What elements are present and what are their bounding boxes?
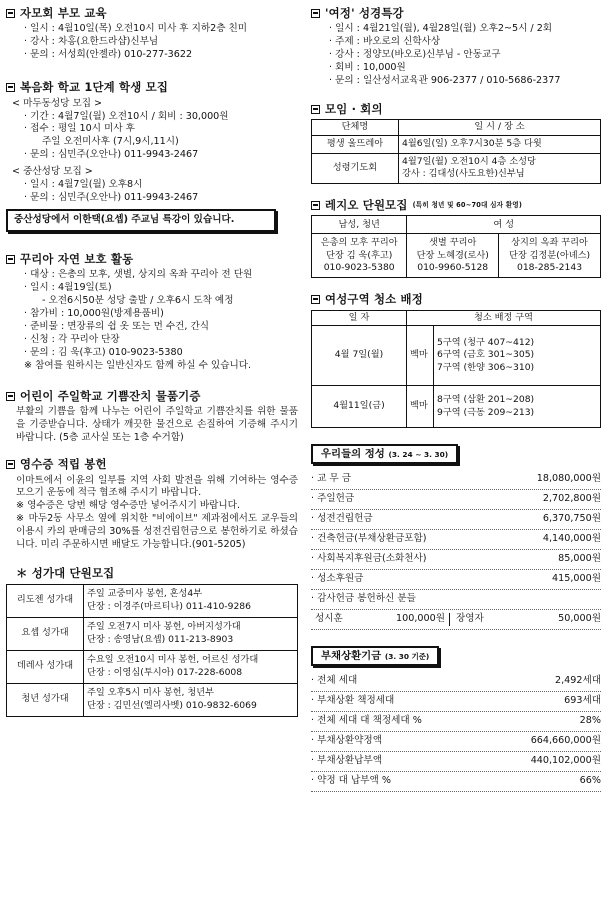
section-heading	[6, 566, 298, 581]
cleaning-zone: 벡마	[407, 386, 434, 428]
info-line: · 문의 : 심민주(오안나) 011-9943-2467	[24, 149, 199, 161]
meeting-info: 4월6일(일) 오후7시30분 5층 다윗	[399, 135, 601, 153]
square-bullet-icon	[6, 255, 15, 264]
offering-amount: 6,370,750원	[542, 513, 601, 525]
left-column	[6, 0, 298, 717]
fund-label: · 부채상환납부액	[311, 755, 382, 767]
fund-value: 28%	[579, 715, 601, 727]
offering-amount: 4,140,000원	[542, 533, 601, 545]
donor-name: 장영자	[449, 613, 516, 626]
cleaning-zone: 벡마	[407, 326, 434, 386]
fund-label: · 전체 세대 대 책정세대 %	[311, 715, 422, 727]
curia-phone: 010-9023-5380	[323, 261, 395, 273]
section-title: 여성구역 청소 배정	[325, 292, 423, 307]
square-bullet-icon	[6, 83, 15, 92]
square-bullet-icon	[311, 105, 320, 114]
section-title: 우리들의 정성	[321, 448, 385, 461]
curia-cell	[312, 234, 407, 278]
list-item	[311, 672, 601, 692]
legio-table	[311, 215, 601, 278]
section-title: ＊ 성가대 단원모집	[16, 566, 115, 581]
list-item	[311, 550, 601, 570]
table-row	[7, 584, 298, 617]
choir-leader: 단장 : 김민선(엘리사벳) 010-9832-6069	[87, 699, 257, 711]
column-header: 남성, 청년	[312, 216, 407, 234]
info-paragraph: 이마트에서 이윤의 일부를 지역 사회 발전을 위해 기여하는 영수증 모으기 운동에 적극 협조해 주시기 바랍니다.	[16, 474, 298, 499]
donor-row	[311, 610, 601, 630]
donation-section	[6, 389, 298, 445]
section-title: 복음화 학교 1단계 학생 모집	[20, 80, 169, 95]
curia-leader: 단장 김 욱(후고)	[326, 249, 393, 261]
choir-name: 요셉 성가대	[7, 617, 84, 650]
list-item	[311, 712, 601, 732]
meetings-table	[311, 119, 601, 183]
meeting-time: 4월7일(월) 오전10시 4층 소성당	[402, 155, 536, 167]
table-row	[312, 386, 601, 428]
choir-info	[84, 650, 298, 683]
fund-label: · 부채상환 책정세대	[311, 695, 395, 707]
section-title: 꾸리아 자연 보호 활동	[20, 252, 134, 267]
offerings-section	[311, 444, 604, 630]
offerings-list	[311, 470, 601, 630]
fund-value: 440,102,000원	[530, 755, 601, 767]
meeting-speaker: 강사 : 김대성(사도요한)신부님	[402, 168, 525, 180]
info-line: - 오전6시50분 성당 출발 / 오후6시 도착 예정	[42, 295, 234, 307]
curia-leader: 단장 김정분(아녜스)	[508, 249, 591, 261]
offering-label: · 건축헌금(부채상환금포함)	[311, 533, 427, 545]
list-item	[311, 692, 601, 712]
list-item	[311, 530, 601, 550]
section-title: '여정' 성경특강	[325, 6, 404, 20]
choir-leader: 단장 : 이경주(마르티나) 011-410-9286	[87, 600, 251, 612]
choir-name: 청년 성가대	[7, 683, 84, 716]
square-bullet-icon	[6, 460, 15, 469]
curia-name: 샛별 꾸리아	[429, 237, 477, 249]
area-item: 6구역 (금호 301~305)	[437, 349, 535, 361]
cleaning-date: 4월 7일(월)	[312, 326, 407, 386]
curia-cell	[407, 234, 499, 278]
curia-leader: 단장 노혜경(로사)	[416, 249, 489, 261]
subheading: < 중산성당 모집 >	[12, 166, 93, 178]
info-line: · 문의 : 서성희(안젤라) 010-277-3622	[24, 49, 193, 61]
info-paragraph: ※ 마두2동 사무소 옆에 위치한 "비에이브" 제과점에서도 교우들의 이용시 카의 판매금의 30%를 성전건립헌금으로 봉헌하기로 하셨습니다. 미리 주문하시면 배달도 가능합니다.(901-5205)	[16, 513, 298, 551]
receipt-section	[6, 457, 298, 552]
curia-phone: 010-9960-5128	[417, 261, 489, 273]
meetings-section	[311, 102, 604, 184]
info-line: · 일시 : 4월21일(월), 4월28일(월) 오후2~5시 / 2회	[329, 23, 553, 35]
offering-amount: 415,000원	[552, 573, 601, 585]
section-heading	[311, 198, 604, 213]
debt-fund-section	[311, 646, 604, 792]
fund-label: · 약정 대 납부액 %	[311, 775, 391, 787]
period: (3. 30 기준)	[384, 652, 430, 662]
list-item	[311, 510, 601, 530]
table-row	[7, 617, 298, 650]
section-note: (특히 청년 및 60~70대 심자 환영)	[412, 201, 523, 210]
section-title: 부채상환기금	[321, 650, 382, 663]
info-line: · 참가비 : 10,000원(방제용품비)	[24, 308, 164, 320]
fund-value: 2,492세대	[555, 675, 601, 687]
choir-section	[6, 566, 298, 716]
choir-name: 리도젠 성가대	[7, 584, 84, 617]
section-title: 영수증 적립 봉헌	[20, 457, 107, 472]
nature-protection-section	[6, 252, 298, 373]
cleaning-areas	[434, 326, 601, 386]
offering-amount: 2,702,800원	[542, 493, 601, 505]
section-heading	[6, 389, 298, 404]
group-name: 평생 울뜨레아	[312, 135, 399, 153]
curia-cell	[499, 234, 601, 278]
curia-phone: 018-285-2143	[516, 261, 583, 273]
table-header-row	[312, 216, 601, 234]
column-header: 단체명	[312, 120, 399, 135]
square-bullet-icon	[6, 9, 15, 18]
donor-amount: 50,000원	[558, 613, 601, 625]
table-row	[7, 650, 298, 683]
evangelization-school-section	[6, 80, 298, 232]
table-row	[312, 326, 601, 386]
section-heading	[6, 252, 298, 267]
table-header-row	[312, 310, 601, 325]
square-bullet-icon	[6, 392, 15, 401]
section-title: 모임 · 회의	[325, 102, 383, 117]
offering-label: · 사회복지후원금(소화천사)	[311, 553, 427, 565]
period: (3. 24 ~ 3. 30)	[388, 450, 449, 460]
info-line: · 기간 : 4월7일(월) 오전10시 / 회비 : 30,000원	[24, 110, 229, 122]
fund-value: 664,660,000원	[530, 735, 601, 747]
table-header-row	[312, 120, 601, 135]
info-line: · 주제 : 바오로의 신학사상	[329, 36, 441, 48]
choir-detail: 주일 교중미사 봉헌, 혼성4부	[87, 588, 203, 600]
info-line: ※ 참여를 원하시는 일반신자도 함께 하실 수 있습니다.	[24, 359, 252, 371]
section-title: 레지오 단원모집	[325, 197, 408, 212]
info-line: · 접수 : 평일 10시 미사 후	[24, 123, 135, 135]
table-row	[312, 234, 601, 278]
offering-label: · 성소후원금	[311, 573, 364, 585]
info-line: · 일시 : 4월19일(토)	[24, 282, 112, 294]
choir-info	[84, 683, 298, 716]
choir-info	[84, 617, 298, 650]
info-line: · 일시 : 4월7일(월) 오후8시	[24, 179, 143, 191]
info-line: · 문의 : 심민주(오안나) 011-9943-2467	[24, 192, 199, 204]
list-item	[311, 590, 601, 610]
choir-table	[6, 584, 298, 717]
list-item	[311, 570, 601, 590]
list-item	[311, 772, 601, 792]
fund-label: · 부채상환약정액	[311, 735, 382, 747]
meeting-info	[399, 153, 601, 183]
offering-label: · 주일헌금	[311, 493, 355, 505]
column-header: 일 자	[312, 310, 407, 325]
square-bullet-icon	[311, 295, 320, 304]
area-item: 9구역 (극동 209~213)	[437, 406, 535, 418]
info-line: · 회비 : 10,000원	[329, 62, 406, 74]
choir-leader: 단장 : 이영심(투시아) 017-228-6008	[87, 666, 243, 678]
info-line: 주일 오전미사후 (7시,9시,11시)	[42, 136, 179, 148]
cleaning-date: 4월11일(금)	[312, 386, 407, 428]
column-header: 청소 배정 구역	[407, 310, 601, 325]
cleaning-areas	[434, 386, 601, 428]
section-heading	[311, 292, 604, 307]
column-header: 여 성	[407, 216, 601, 234]
choir-detail: 수요일 오전10시 미사 봉헌, 어르신 성가대	[87, 654, 259, 666]
list-item	[311, 752, 601, 772]
info-line: · 강사 : 정양모(바오로)신부님 - 안동교구	[329, 49, 501, 61]
choir-detail: 주일 오후5시 미사 봉헌, 청년부	[87, 687, 214, 699]
fund-value: 693세대	[564, 695, 601, 707]
info-line: · 준비물 : 면장류의 쉽 옷 또는 먼 수건, 간식	[24, 321, 210, 333]
area-item: 8구역 (삼환 201~208)	[437, 394, 535, 406]
list-item	[311, 470, 601, 490]
offering-label: · 성전건립헌금	[311, 513, 373, 525]
info-line: · 대상 : 은총의 모후, 샛별, 상지의 옥좌 꾸리아 전 단원	[24, 269, 253, 281]
offerings-heading	[311, 444, 458, 464]
info-line: · 문의 : 일산성서교육관 906-2377 / 010-5686-2377	[329, 75, 561, 87]
info-line: · 강사 : 차홍(요한드라샵)신부님	[24, 36, 159, 48]
info-line: · 신청 : 각 꾸리아 단장	[24, 334, 120, 346]
column-header: 일 시 / 장 소	[399, 120, 601, 135]
cleaning-section	[311, 292, 604, 428]
curia-name: 은총의 모후 꾸리아	[320, 237, 398, 249]
area-item: 5구역 (청구 407~412)	[437, 336, 535, 348]
group-name: 성령기도회	[312, 153, 399, 183]
debt-fund-heading	[311, 646, 439, 666]
choir-detail: 주일 오전7시 미사 봉헌, 아버지성가대	[87, 621, 241, 633]
choir-leader: 단장 : 송영남(요셉) 011-213-8903	[87, 633, 234, 645]
bishop-lecture-notice: 중산성당에서 이한택(요셉) 주교님 특강이 있습니다.	[6, 209, 276, 232]
table-row	[312, 153, 601, 183]
donor-amount: 100,000원	[396, 613, 445, 625]
offering-label: · 감사헌금 봉헌하신 분들	[311, 593, 416, 605]
square-bullet-icon	[311, 9, 320, 18]
section-heading	[311, 102, 604, 117]
table-row	[312, 135, 601, 153]
bible-lecture-section	[311, 6, 604, 88]
section-heading	[6, 80, 298, 95]
offering-amount: 18,080,000원	[536, 473, 601, 485]
choir-info	[84, 584, 298, 617]
section-title: 어린이 주일학교 기쁨잔치 물품기증	[20, 388, 201, 403]
section-heading	[6, 457, 298, 472]
square-bullet-icon	[311, 201, 320, 210]
debt-fund-list	[311, 672, 601, 792]
list-item	[311, 490, 601, 510]
cleaning-table	[311, 310, 601, 428]
legio-section	[311, 198, 604, 278]
section-heading	[311, 6, 604, 21]
offering-label: · 교 무 금	[311, 473, 352, 485]
right-column	[311, 0, 604, 792]
info-line: · 일시 : 4월10일(목) 오전10시 미사 후 지하2층 친미	[24, 23, 248, 35]
info-line: · 문의 : 김 욱(후고) 010-9023-5380	[24, 347, 183, 359]
fund-value: 66%	[579, 775, 601, 787]
donor-name: 성시훈	[315, 613, 343, 625]
curia-name: 상지의 옥좌 꾸리아	[511, 237, 588, 249]
offering-amount: 85,000원	[558, 553, 601, 565]
subheading: < 마두동성당 모집 >	[12, 97, 103, 109]
info-paragraph: 부활의 기쁨을 함께 나누는 어린이 주일학교 기쁨잔치를 위한 물품을 기증받습니다. 상태가 깨끗한 물건으로 손질하여 기증해 주시기 바랍니다. (5층 교사실 또는 1층 수거함)	[16, 406, 298, 444]
list-item	[311, 732, 601, 752]
info-paragraph: ※ 영수증은 당번 해당 영수증만 넣어주시기 바랍니다.	[16, 500, 241, 512]
table-row	[7, 683, 298, 716]
section-heading	[6, 6, 298, 21]
parent-education-section	[6, 6, 298, 62]
section-title: 자모회 부모 교육	[20, 6, 107, 20]
area-item: 7구역 (한양 306~310)	[437, 361, 535, 373]
choir-name: 데레사 성가대	[7, 650, 84, 683]
fund-label: · 전체 세대	[311, 675, 358, 687]
